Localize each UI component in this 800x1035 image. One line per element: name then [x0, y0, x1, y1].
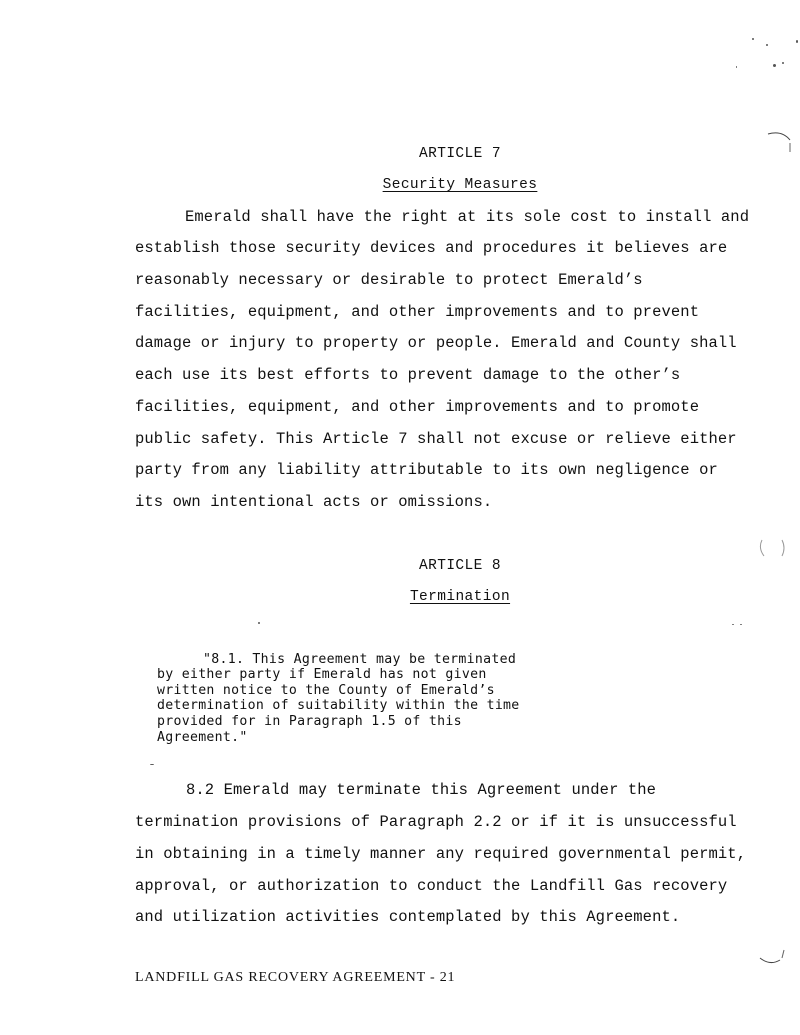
article-8-heading: ARTICLE 8: [419, 558, 501, 574]
article-8-line: termination provisions of Paragraph 2.2 or if it is unsuccessful: [135, 813, 737, 831]
quote-line: provided for in Paragraph 1.5 of this: [157, 714, 462, 729]
article-8-subheading: Termination: [409, 589, 511, 605]
article-8-line: approval, or authorization to conduct the Landfill Gas recovery: [135, 877, 728, 895]
article-7-line: Emerald shall have the right at its sole cost to install and: [185, 208, 750, 226]
article-8-line: in obtaining in a timely manner any required governmental permit,: [135, 845, 747, 863]
quote-line: "8.1. This Agreement may be terminated: [203, 652, 517, 667]
article-7-subheading: Security Measures: [382, 177, 538, 193]
quote-line: written notice to the County of Emerald’s: [157, 683, 495, 698]
article-8-line: 8.2 Emerald may terminate this Agreement under the: [186, 781, 657, 799]
article-7-line: party from any liability attributable to its own negligence or: [135, 461, 718, 479]
quote-line: Agreement.": [157, 730, 248, 745]
article-7-line: facilities, equipment, and other improvements and to promote: [135, 398, 700, 416]
article-7-line: public safety. This Article 7 shall not excuse or relieve either: [135, 430, 737, 448]
article-7-line: reasonably necessary or desirable to protect Emerald’s: [135, 271, 643, 289]
page-footer: LANDFILL GAS RECOVERY AGREEMENT - 21: [135, 970, 456, 985]
article-7-line: establish those security devices and procedures it believes are: [135, 239, 728, 257]
article-7-line: damage or injury to property or people. Emerald and County shall: [135, 334, 737, 352]
article-7-line: its own intentional acts or omissions.: [135, 493, 493, 511]
article-7-line: facilities, equipment, and other improvements and to prevent: [135, 303, 700, 321]
article-7-heading: ARTICLE 7: [419, 146, 501, 162]
article-7-line: each use its best efforts to prevent damage to the other’s: [135, 366, 681, 384]
article-8-line: and utilization activities contemplated by this Agreement.: [135, 908, 681, 926]
quote-line: determination of suitability within the time: [157, 698, 520, 713]
quote-line: by either party if Emerald has not given: [157, 667, 487, 682]
